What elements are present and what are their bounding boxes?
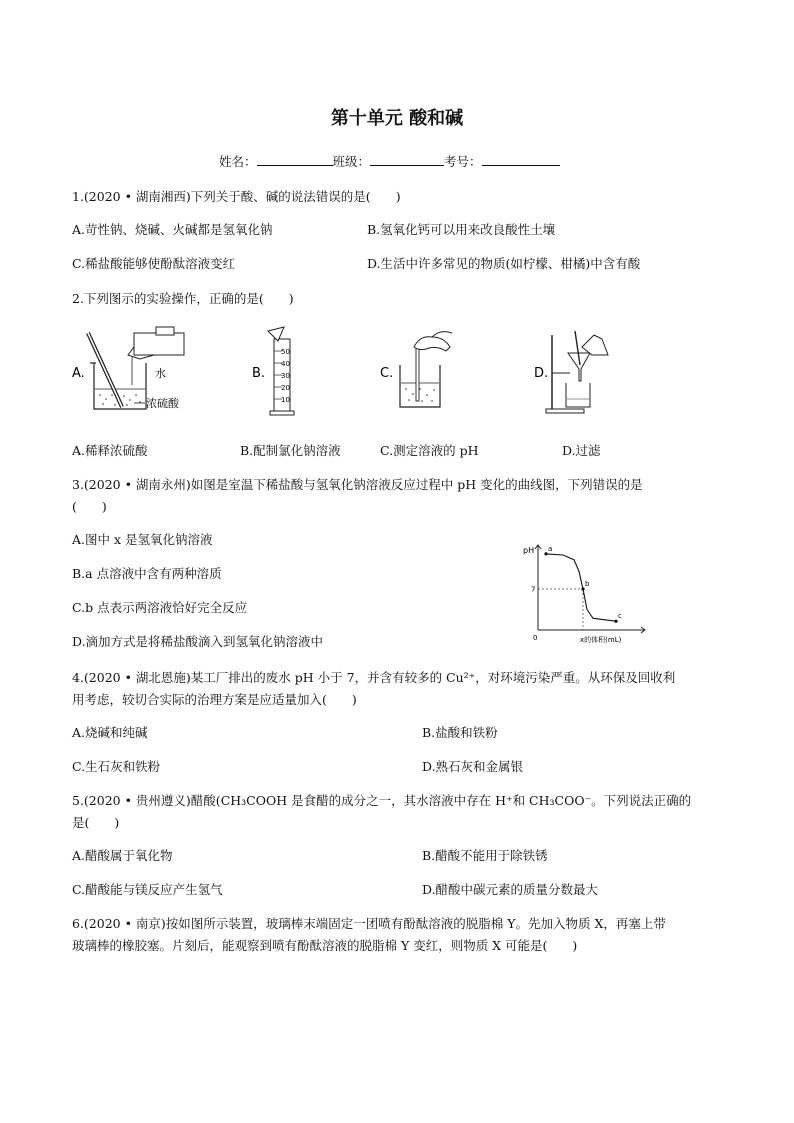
name-label: 姓名： bbox=[219, 154, 257, 169]
figure-a-water-label: 水 bbox=[155, 367, 166, 380]
q1-stem: 1.(2020 • 湖南湘西)下列关于酸、碱的说法错误的是( ) bbox=[72, 189, 401, 204]
q2-stem: 2.下列图示的实验操作，正确的是( ) bbox=[72, 291, 294, 306]
q4-option-c: C.生石灰和铁粉 bbox=[72, 759, 161, 774]
q3-option-c: C.b 点表示两溶液恰好完全反应 bbox=[72, 600, 248, 615]
class-blank[interactable] bbox=[370, 152, 444, 166]
exam-number-blank[interactable] bbox=[482, 152, 560, 166]
q6-stem-line2: 玻璃棒的橡胶塞。片刻后，能观察到喷有酚酞溶液的脱脂棉 Y 变红，则物质 X 可能是( ) bbox=[72, 938, 578, 953]
page-title: 第十单元 酸和碱 bbox=[330, 108, 464, 129]
figure-b-tick-label: 20 bbox=[281, 384, 290, 392]
q5-stem-line2: 是( ) bbox=[72, 815, 120, 830]
q4-option-b: B.盐酸和铁粉 bbox=[422, 725, 498, 740]
ph-curve-line bbox=[546, 554, 616, 621]
q2-option-a: A.稀释浓硫酸 bbox=[72, 443, 148, 458]
figure-c-letter: C. bbox=[380, 366, 394, 381]
student-info-line bbox=[219, 152, 560, 170]
name-blank[interactable] bbox=[257, 152, 333, 166]
figure-b-tick-label: 30 bbox=[281, 372, 290, 380]
q5-option-a: A.醋酸属于氧化物 bbox=[72, 848, 173, 863]
q2-figures bbox=[70, 325, 650, 420]
x-axis-label: x的体积(mL) bbox=[580, 636, 622, 644]
q5-option-d: D.醋酸中碳元素的质量分数最大 bbox=[422, 882, 599, 897]
q4-option-d: D.熟石灰和金属银 bbox=[422, 759, 524, 774]
figure-b-cylinder bbox=[252, 327, 294, 415]
q3-option-d: D.滴加方式是将稀盐酸滴入到氢氧化钠溶液中 bbox=[72, 634, 324, 649]
figure-a-dilution bbox=[72, 327, 184, 410]
y-tick-label: 7 bbox=[531, 585, 536, 594]
figure-b-tick-label: 10 bbox=[281, 396, 290, 404]
q4-stem-line2: 用考虑，较切合实际的治理方案是应适量加入( ) bbox=[72, 692, 357, 707]
q1-option-b: B.氢氧化钙可以用来改良酸性土壤 bbox=[367, 222, 556, 237]
ph-curve-chart bbox=[520, 540, 650, 646]
q1-option-d: D.生活中许多常见的物质(如柠檬、柑橘)中含有酸 bbox=[367, 256, 641, 271]
q5-option-b: B.醋酸不能用于除铁锈 bbox=[422, 848, 548, 863]
q5-option-c: C.醋酸能与镁反应产生氢气 bbox=[72, 882, 223, 897]
figure-d-letter: D. bbox=[534, 366, 549, 381]
figure-b-tick-label: 40 bbox=[281, 360, 290, 368]
point-label-a: a bbox=[548, 544, 553, 553]
q5-stem-line1: 5.(2020 • 贵州遵义)醋酸(CH₃COOH 是食醋的成分之一，其水溶液中存在 H⁺和 CH₃COO⁻。下列说法正确的 bbox=[72, 793, 692, 808]
figure-a-letter: A. bbox=[72, 366, 85, 381]
q2-option-b: B.配制氯化钠溶液 bbox=[240, 443, 341, 458]
point-label-c: c bbox=[618, 612, 622, 621]
q4-stem-line1: 4.(2020 • 湖北恩施)某工厂排出的废水 pH 小于 7，并含有较多的 Cu²⁺，对环境污染严重。从环保及回收利 bbox=[72, 670, 676, 685]
class-label: 班级： bbox=[332, 154, 371, 169]
q3-stem-line2: ( ) bbox=[72, 499, 107, 514]
q1-option-a: A.苛性钠、烧碱、火碱都是氢氧化钠 bbox=[72, 222, 273, 237]
q3-stem-line1: 3.(2020 • 湖南永州)如图是室温下稀盐酸与氢氧化钠溶液反应过程中 pH 变化的曲线图，下列错误的是 bbox=[72, 477, 643, 492]
figure-d-filtration bbox=[534, 331, 608, 413]
origin-label: 0 bbox=[533, 634, 538, 642]
figure-b-tick-label: 50 bbox=[281, 348, 290, 356]
exam-number-label: 考号： bbox=[444, 154, 482, 169]
q1-option-c: C.稀盐酸能够使酚酞溶液变红 bbox=[72, 256, 236, 271]
point-label-b: b bbox=[585, 580, 590, 588]
y-axis-label: pH bbox=[523, 546, 535, 555]
q6-stem-line1: 6.(2020 • 南京)按如图所示装置，玻璃棒末端固定一团喷有酚酞溶液的脱脂棉 Y。先加入物质 X，再塞上带 bbox=[72, 916, 666, 931]
figure-c-ph-test bbox=[380, 332, 452, 407]
q3-option-b: B.a 点溶液中含有两种溶质 bbox=[72, 566, 222, 581]
q2-option-d: D.过滤 bbox=[562, 443, 601, 458]
figure-a-acid-label: 浓硫酸 bbox=[146, 397, 179, 410]
q2-option-c: C.测定溶液的 pH bbox=[380, 443, 479, 458]
figure-b-letter: B. bbox=[252, 366, 266, 381]
q4-option-a: A.烧碱和纯碱 bbox=[72, 725, 148, 740]
q3-option-a: A.图中 x 是氢氧化钠溶液 bbox=[72, 532, 213, 547]
